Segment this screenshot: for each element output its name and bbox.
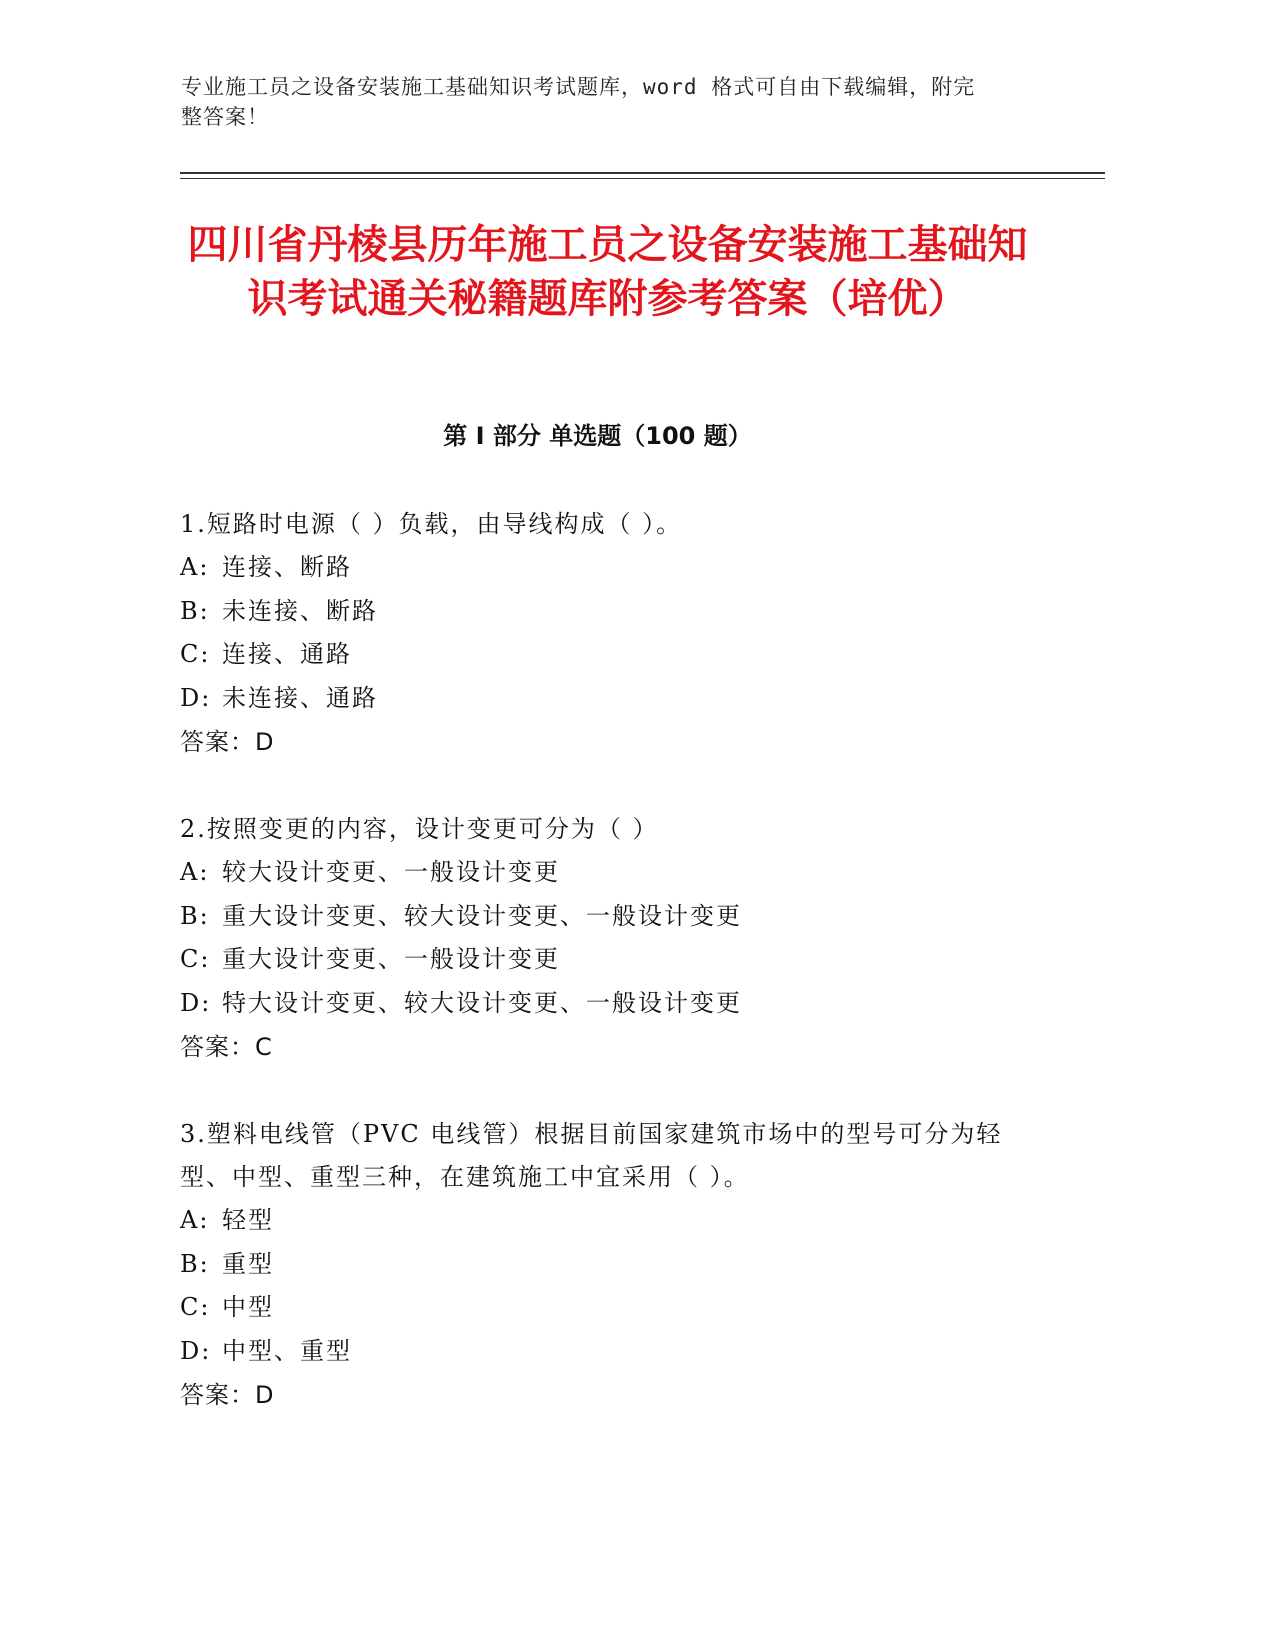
question-1 bbox=[180, 503, 1050, 764]
header-note bbox=[181, 72, 1041, 132]
option-key: A: bbox=[180, 553, 210, 581]
option-b bbox=[180, 590, 1050, 634]
header-divider-thin bbox=[180, 178, 1105, 179]
option-text: 特大设计变更、较大设计变更、一般设计变更 bbox=[222, 988, 742, 1017]
option-text: 重大设计变更、较大设计变更、一般设计变更 bbox=[222, 901, 742, 930]
option-d bbox=[180, 982, 1050, 1026]
option-a bbox=[180, 851, 1050, 895]
option-key: B: bbox=[180, 596, 210, 625]
option-text: 连接、通路 bbox=[222, 640, 352, 668]
answer: 答案：D bbox=[180, 728, 275, 756]
option-text: 重大设计变更、一般设计变更 bbox=[222, 945, 560, 973]
option-key: B: bbox=[180, 901, 210, 930]
option-b bbox=[180, 895, 1050, 939]
option-text: 未连接、断路 bbox=[222, 596, 378, 625]
option-key: B: bbox=[180, 1249, 210, 1278]
option-key: C: bbox=[180, 1293, 211, 1321]
question-stem: 3.塑料电线管（PVC 电线管）根据目前国家建筑市场中的型号可分为轻型、中型、重型三种，在建筑施工中宜采用（ ）。 bbox=[180, 1120, 1003, 1191]
option-text: 轻型 bbox=[222, 1206, 274, 1234]
option-text: 中型 bbox=[222, 1293, 274, 1321]
option-key: D: bbox=[180, 1336, 212, 1365]
option-key: D: bbox=[180, 988, 212, 1017]
answer: 答案：D bbox=[180, 1381, 275, 1409]
option-c bbox=[180, 938, 1050, 982]
question-2 bbox=[180, 808, 1050, 1069]
answer: 答案：C bbox=[180, 1033, 273, 1061]
option-key: C: bbox=[180, 945, 211, 973]
header-note-line-2: 整答案！ bbox=[181, 105, 269, 129]
option-text: 未连接、通路 bbox=[222, 683, 378, 712]
option-text: 连接、断路 bbox=[222, 553, 352, 581]
option-key: A: bbox=[180, 1206, 210, 1234]
option-d bbox=[180, 1330, 1050, 1374]
question-stem: 2.按照变更的内容，设计变更可分为（ ） bbox=[180, 815, 659, 843]
option-c bbox=[180, 1286, 1050, 1330]
option-b bbox=[180, 1243, 1050, 1287]
section-heading: 第 I 部分 单选题（100 题） bbox=[443, 422, 752, 450]
option-key: C: bbox=[180, 640, 211, 668]
option-c bbox=[180, 633, 1050, 677]
question-stem: 1.短路时电源（ ）负载，由导线构成（ ）。 bbox=[180, 510, 683, 538]
option-key: A: bbox=[180, 858, 210, 886]
header-divider-thick bbox=[180, 172, 1105, 174]
option-a bbox=[180, 1199, 1050, 1243]
question-3 bbox=[180, 1113, 1050, 1417]
option-text: 中型、重型 bbox=[222, 1336, 352, 1365]
option-text: 重型 bbox=[222, 1249, 274, 1278]
option-d bbox=[180, 677, 1050, 721]
document-title: 四川省丹棱县历年施工员之设备安装施工基础知识考试通关秘籍题库附参考答案（培优） bbox=[187, 222, 1028, 322]
option-text: 较大设计变更、一般设计变更 bbox=[222, 858, 560, 886]
option-key: D: bbox=[180, 683, 212, 712]
header-note-line-1: 专业施工员之设备安装施工基础知识考试题库，word 格式可自由下载编辑，附完 bbox=[181, 75, 976, 99]
option-a bbox=[180, 546, 1050, 590]
